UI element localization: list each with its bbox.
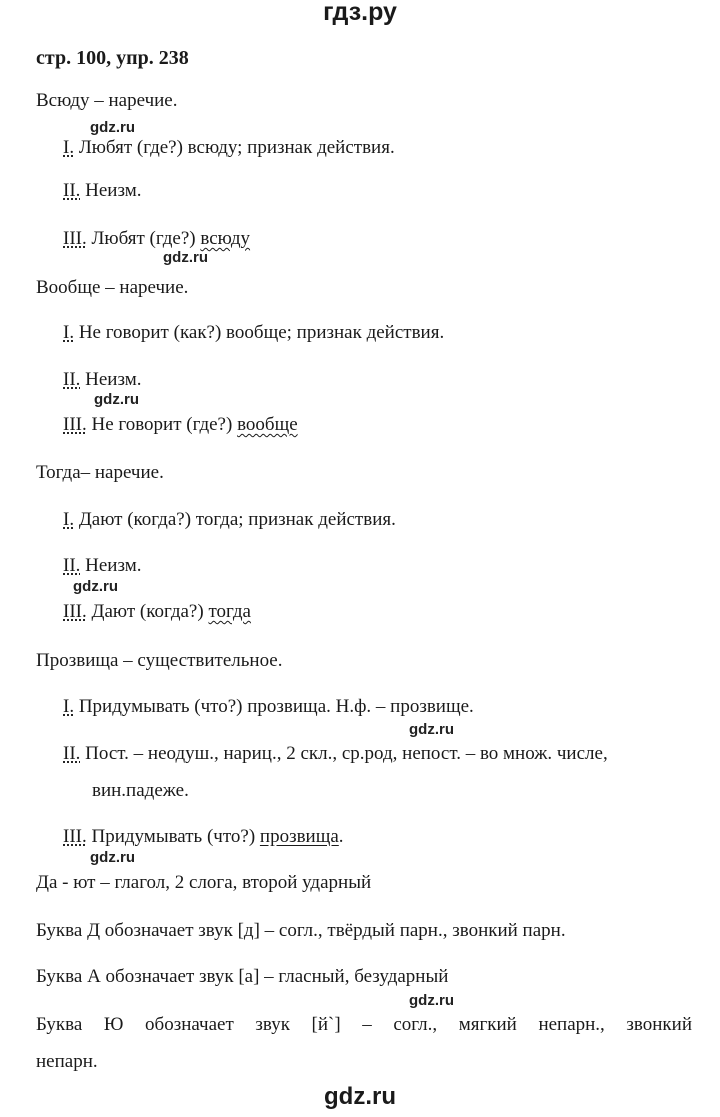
marked-word: тогда [208,601,251,622]
watermark: gdz.ru [90,849,135,866]
watermark: gdz.ru [94,391,139,408]
site-title: гдз.ру [323,0,397,26]
watermark: gdz.ru [90,119,135,136]
marked-word: вообще [237,414,298,435]
footer-site: gdz.ru [324,1083,396,1110]
analysis-line-ii-continued: вин.падеже. [92,780,189,801]
exercise-heading: стр. 100, упр. 238 [36,47,189,69]
roman-numeral: I. [63,137,75,158]
roman-numeral: III. [63,414,87,435]
word-title: Всюду – наречие. [36,90,178,111]
line-text: Придумывать (что?) прозвища. Н.ф. – прозвище. [78,696,474,717]
analysis-line-iii [63,601,251,623]
line-text: Любят (где?) всюду; признак действия. [78,137,395,158]
phonetic-letter-a: Буква А обозначает звук [а] – гласный, безударный [36,966,449,987]
line-text: Не говорит (как?) вообще; признак действия. [78,322,445,343]
line-text: Пост. – неодуш., нариц., 2 скл., ср.род, непост. – во множ. числе, [85,743,608,764]
analysis-line-iii [63,826,344,848]
marked-word: прозвища [259,826,339,847]
line-text: Дают (когда?) [91,601,209,622]
line-end: . [338,826,344,847]
watermark: gdz.ru [73,578,118,595]
analysis-line-i [63,322,444,344]
marked-word: всюду [200,228,251,249]
analysis-line-ii [63,555,142,577]
roman-numeral: II. [63,555,81,576]
roman-numeral: II. [63,369,81,390]
analysis-line-ii [63,180,142,202]
roman-numeral: I. [63,509,75,530]
phonetic-letter-yu-continued: непарн. [36,1051,98,1072]
line-text: Любят (где?) [91,228,201,249]
roman-numeral: I. [63,696,75,717]
roman-numeral: III. [63,228,87,249]
analysis-line-ii [63,369,142,391]
line-text: Дают (когда?) тогда; признак действия. [78,509,396,530]
line-text: Не говорит (где?) [91,414,238,435]
phonetic-letter-yu: Буква Ю обозначает звук [й`] – согл., мягкий непарн., звонкий [36,1014,692,1035]
watermark: gdz.ru [409,992,454,1009]
line-text: Неизм. [85,369,142,390]
line-text: Неизм. [85,555,142,576]
roman-numeral: II. [63,180,81,201]
analysis-line-i [63,509,396,531]
word-title: Прозвища – существительное. [36,650,283,671]
watermark: gdz.ru [163,249,208,266]
word-title: Вообще – наречие. [36,277,189,298]
analysis-line-ii [63,743,608,765]
roman-numeral: III. [63,826,87,847]
word-title: Тогда– наречие. [36,462,164,483]
phonetic-letter-d: Буква Д обозначает звук [д] – согл., твёрдый парн., звонкий парн. [36,920,566,941]
analysis-line-iii [63,228,250,250]
watermark: gdz.ru [409,721,454,738]
roman-numeral: II. [63,743,81,764]
line-text: Придумывать (что?) [91,826,260,847]
roman-numeral: III. [63,601,87,622]
analysis-line-iii [63,414,298,436]
analysis-line-i [63,696,474,718]
line-text: Неизм. [85,180,142,201]
analysis-line-i [63,137,395,159]
roman-numeral: I. [63,322,75,343]
phonetic-intro: Да - ют – глагол, 2 слога, второй ударный [36,872,372,893]
